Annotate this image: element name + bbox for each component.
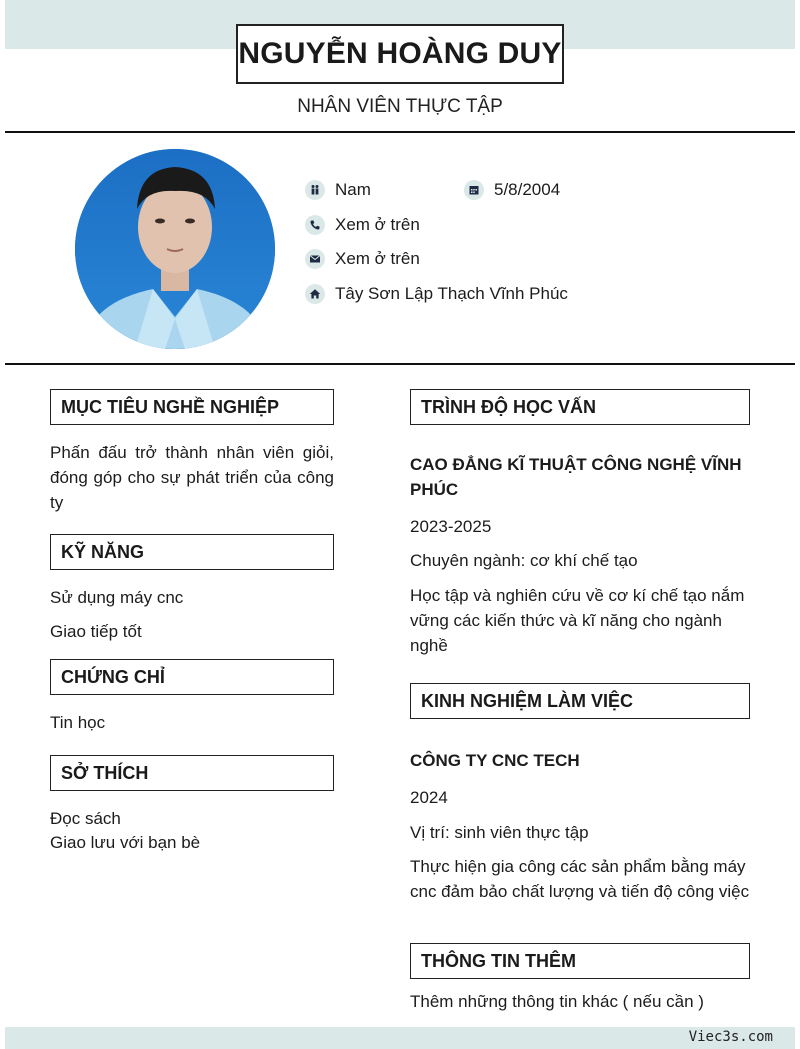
- experience-heading: KINH NGHIỆM LÀM VIỆC: [410, 683, 750, 719]
- avatar: [75, 149, 275, 349]
- experience-role: Vị trí: sinh viên thực tập: [410, 823, 589, 842]
- school-name: CAO ĐẲNG KĨ THUẬT CÔNG NGHỆ VĨNH PHÚC: [410, 455, 742, 499]
- phone-value: Xem ở trên: [335, 215, 420, 234]
- hobbies-heading: SỞ THÍCH: [50, 755, 334, 791]
- watermark: Viec3s.com: [688, 1029, 773, 1045]
- additional-text: Thêm những thông tin khác ( nếu cần ): [410, 992, 704, 1011]
- email-value: Xem ở trên: [335, 249, 420, 268]
- address-value: Tây Sơn Lập Thạch Vĩnh Phúc: [335, 284, 568, 303]
- avatar-photo: [75, 149, 275, 349]
- address-row: [305, 284, 568, 304]
- home-icon: [305, 284, 325, 304]
- divider-middle: [5, 363, 795, 365]
- people-icon: [305, 180, 325, 200]
- gender-row: [305, 180, 371, 200]
- calendar-icon: [464, 180, 484, 200]
- certificates-heading: CHỨNG CHỈ: [50, 659, 334, 695]
- skill-item: Giao tiếp tốt: [50, 622, 142, 641]
- birthdate-row: [464, 180, 560, 200]
- education-period: 2023-2025: [410, 517, 492, 536]
- certificate-item: Tin học: [50, 713, 106, 732]
- phone-icon: [305, 215, 325, 235]
- experience-description: Thực hiện gia công các sản phẩm bằng máy cnc đảm bảo chất lượng và tiến độ công việc: [410, 857, 750, 901]
- education-heading: TRÌNH ĐỘ HỌC VẤN: [410, 389, 750, 425]
- skills-heading: KỸ NĂNG: [50, 534, 334, 570]
- divider-top: [5, 131, 795, 133]
- envelope-icon: [305, 249, 325, 269]
- birthdate-value: 5/8/2004: [494, 180, 561, 199]
- objective-text: Phấn đấu trở thành nhân viên giỏi, đóng góp cho sự phát triển của công ty: [50, 443, 334, 512]
- phone-row: [305, 215, 420, 235]
- additional-heading: THÔNG TIN THÊM: [410, 943, 750, 979]
- skill-item: Sử dụng máy cnc: [50, 588, 184, 607]
- hobby-item: Đọc sách: [50, 809, 121, 828]
- education-description: Học tập và nghiên cứu về cơ kí chế tạo nắm vững các kiến thức và kĩ năng cho ngành nghề: [410, 586, 745, 655]
- hobby-item: Giao lưu với bạn bè: [50, 833, 201, 852]
- email-row: [305, 249, 420, 269]
- company-name: CÔNG TY CNC TECH: [410, 751, 580, 770]
- name-box: [236, 24, 564, 84]
- experience-year: 2024: [410, 788, 448, 807]
- gender-value: Nam: [335, 180, 371, 199]
- education-major: Chuyên ngành: cơ khí chế tạo: [410, 551, 638, 570]
- footer-band: [5, 1027, 795, 1049]
- objective-heading: MỤC TIÊU NGHỀ NGHIỆP: [50, 389, 334, 425]
- position-title: NHÂN VIÊN THỰC TẬP: [297, 96, 503, 117]
- candidate-name: NGUYỄN HOÀNG DUY: [238, 37, 562, 70]
